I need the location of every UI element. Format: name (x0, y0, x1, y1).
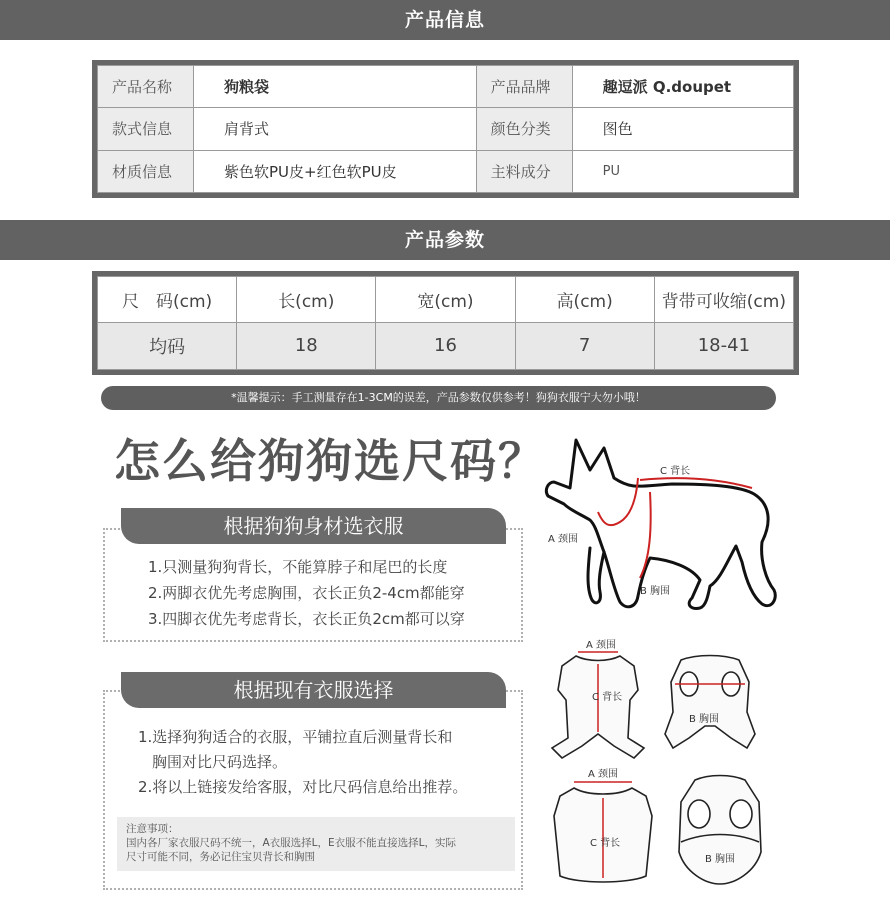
info-label: 材质信息 (98, 150, 194, 192)
info-label: 产品名称 (98, 66, 194, 108)
dog-measure-diagram (540, 430, 790, 630)
info-label: 颜色分类 (476, 108, 572, 150)
rule-item: 胸围对比尺码选择。 (152, 753, 288, 771)
info-label: 主料成分 (476, 150, 572, 192)
rule-item: 3.四脚衣优先考虑背长，衣长正负2cm都可以穿 (148, 610, 465, 628)
diagram-label-chest: B 胸围 (705, 854, 736, 865)
column-header: 背带可收缩(cm) (654, 277, 793, 323)
info-value: 肩背式 (194, 108, 477, 150)
diagram-label-back-length: C 背长 (592, 692, 623, 703)
rule-item: 2.将以上链接发给客服，对比尺码信息给出推荐。 (138, 778, 468, 796)
product-params-banner: 产品参数 (0, 220, 890, 260)
section-2-title: 根据现有衣服选择 (121, 672, 506, 708)
diagram-label-neck: A 颈围 (548, 534, 579, 545)
four-leg-garment-back-diagram (655, 652, 765, 762)
notice-line: 尺寸可能不同，务必记住宝贝背长和胸围 (126, 851, 315, 863)
rule-item: 1.选择狗狗适合的衣服，平铺拉直后测量背长和 (138, 728, 453, 746)
table-row (98, 66, 794, 108)
diagram-label-neck: A 颈围 (586, 640, 617, 651)
page-headline: 怎么给狗狗选尺码？ (114, 434, 546, 488)
diagram-label-back-length: C 背长 (660, 466, 691, 477)
diagram-label-neck: A 颈围 (588, 769, 619, 780)
table-row (98, 150, 794, 192)
rule-item: 1.只测量狗狗背长，不能算脖子和尾巴的长度 (148, 558, 448, 576)
measurement-tip: *温馨提示：手工测量存在1-3CM的误差，产品参数仅供参考！狗狗衣服宁大勿小哦！ (101, 386, 776, 410)
column-header: 高(cm) (515, 277, 654, 323)
notice-title: 注意事项： (126, 823, 179, 835)
diagram-label-chest: B 胸围 (640, 586, 671, 597)
two-leg-garment-back-diagram (665, 772, 775, 892)
notice-box (117, 817, 515, 871)
diagram-label-back-length: C 背长 (590, 838, 621, 849)
rule-item: 2.两脚衣优先考虑胸围，衣长正负2-4cm都能穿 (148, 584, 465, 602)
column-header: 长(cm) (237, 277, 376, 323)
table-cell: 18-41 (654, 322, 793, 369)
two-leg-garment-front-diagram (548, 766, 658, 892)
table-cell: 7 (515, 322, 654, 369)
table-row (98, 108, 794, 150)
table-row (98, 322, 794, 369)
four-leg-garment-front-diagram (548, 638, 648, 762)
notice-line: 国内各厂家衣服尺码不统一，A衣服选择L，E衣服不能直接选择L，实际 (126, 837, 457, 849)
table-cell: 16 (376, 322, 515, 369)
info-value: 图色 (572, 108, 793, 150)
column-header: 宽(cm) (376, 277, 515, 323)
column-header: 尺 码(cm) (98, 277, 237, 323)
table-header-row (98, 277, 794, 323)
size-params-table (92, 271, 799, 375)
info-value: 紫色软PU皮+红色软PU皮 (194, 150, 477, 192)
diagram-label-chest: B 胸围 (689, 714, 720, 725)
info-label: 产品品牌 (476, 66, 572, 108)
table-cell: 均码 (98, 322, 237, 369)
info-label: 款式信息 (98, 108, 194, 150)
info-value: PU (572, 150, 793, 192)
section-1-title: 根据狗狗身材选衣服 (121, 508, 506, 544)
info-value: 狗粮袋 (194, 66, 477, 108)
product-info-banner: 产品信息 (0, 0, 890, 40)
product-info-table (92, 60, 799, 198)
info-value: 趣逗派 Q.doupet (572, 66, 793, 108)
table-cell: 18 (237, 322, 376, 369)
